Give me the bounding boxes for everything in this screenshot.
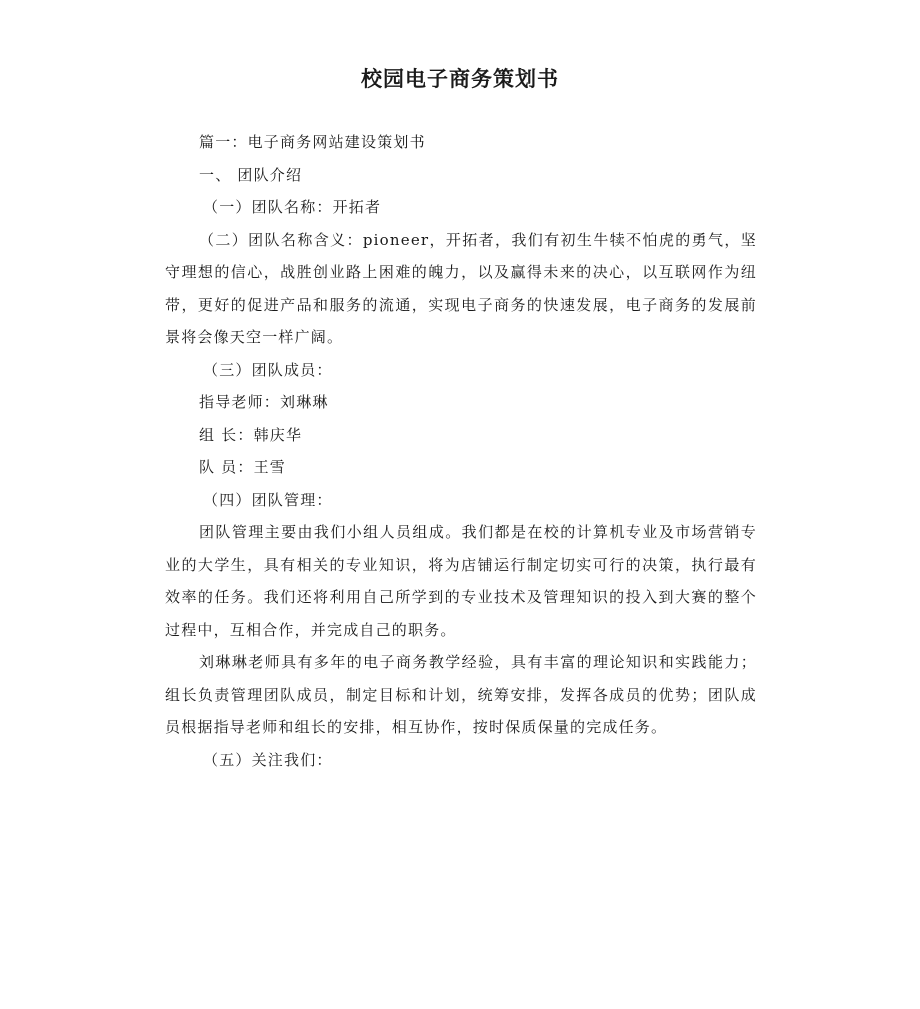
management-paragraph-1: 团队管理主要由我们小组人员组成。我们都是在校的计算机专业及市场营销专业的大学生，具有相关的专业知识，将为店铺运行制定切实可行的决策，执行最有效率的任务。我们还将利用自己所学到的专业技术及管理知识的投入到大赛的整个过程中，互相合作，并完成自己的职务。 (165, 523, 757, 639)
section-heading-team-intro: 一、 团队介绍 (199, 165, 303, 184)
management-heading: （四）团队管理： (203, 490, 333, 509)
follow-heading: （五）关注我们： (203, 750, 333, 769)
document-body (165, 126, 757, 776)
chapter-heading: 篇一：电子商务网站建设策划书 (199, 133, 426, 151)
member-line: 队 员：王雪 (199, 458, 286, 476)
management-paragraph-2: 刘琳琳老师具有多年的电子商务教学经验，具有丰富的理论知识和实践能力；组长负责管理团队成员，制定目标和计划，统筹安排，发挥各成员的优势；团队成员根据指导老师和组长的安排，相互协作，按时保质保量的完成任务。 (165, 653, 757, 736)
advisor-line: 指导老师：刘琳琳 (199, 393, 329, 411)
members-heading: （三）团队成员： (203, 360, 333, 379)
team-name-line: （一）团队名称：开拓者 (203, 198, 382, 216)
leader-line: 组 长：韩庆华 (199, 425, 303, 444)
document-title: 校园电子商务策划书 (361, 67, 559, 91)
team-meaning-paragraph: （二）团队名称含义：pioneer，开拓者，我们有初生牛犊不怕虎的勇气，坚守理想的信心，战胜创业路上困难的魄力，以及赢得未来的决心，以互联网作为纽带，更好的促进产品和服务的流通，实现电子商务的快速发展，电子商务的发展前景将会像天空一样广阔。 (165, 230, 757, 346)
